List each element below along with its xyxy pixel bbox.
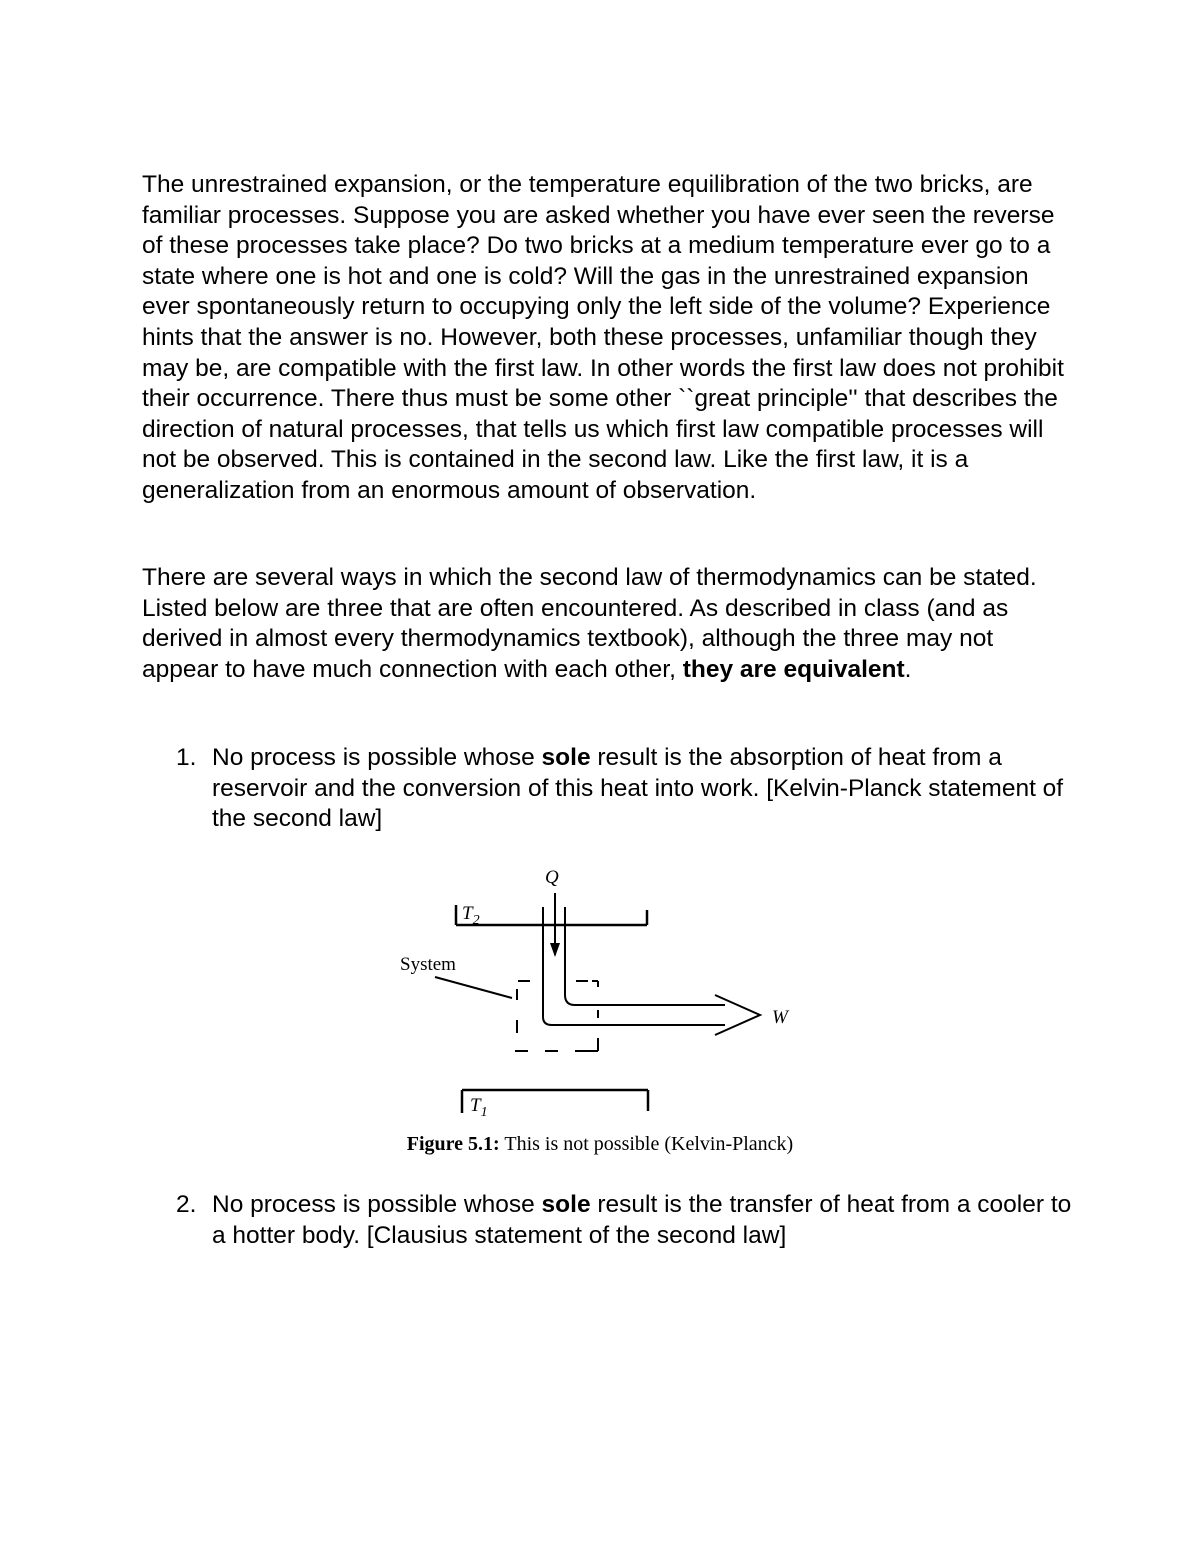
kelvin-planck-diagram xyxy=(380,855,820,1135)
heat-label: Q xyxy=(545,867,559,888)
list-item-clausius xyxy=(142,1190,1072,1260)
emphasis-sole: sole xyxy=(541,1191,591,1218)
paragraph-intro: The unrestrained expansion, or the temperature equilibration of the two bricks, are familiar processes. Suppose you are asked whether you have ever seen the reverse of these processes take place? Do two bricks at a medium temperature ever go to a state where one is hot and one is cold? Will the gas in the unrestrained expansion ever spontaneously return to occupying only the left side of the volume? Experience hints that the answer is no. However, both these processes, unfamiliar though they may be, are compatible with the first law. In other words the first law does not prohibit their occurrence. There thus must be some other ``great principle'' that describes the direction of natural processes, that tells us which first law compatible processes will not be observed. This is contained in the second law. Like the first law, it is a generalization from an enormous amount of observation. xyxy=(142,171,1064,504)
paragraph-second-law-end: . xyxy=(904,655,912,683)
emphasis-sole: sole xyxy=(541,744,591,771)
list-number: 2. xyxy=(176,1191,197,1218)
emphasis-equivalent: they are equivalent xyxy=(682,655,905,683)
list-item-text-start: No process is possible whose xyxy=(212,1191,542,1218)
list-item-text xyxy=(212,1190,1072,1251)
paragraph-second-law xyxy=(142,563,1072,685)
list-item-text-end: result is the transfer of heat from a cooler to a hotter body. [Clausius statement of the second law] xyxy=(212,1191,1072,1249)
figure-kelvin-planck xyxy=(380,855,820,1175)
paragraph-second-law-text: There are several ways in which the second law of thermodynamics can be stated. Listed below are three that are often encountered. As described in class (and as derived in almost every thermodynamics textbook), although the three may not appear to have much connection with each other, xyxy=(142,564,1037,683)
list-item-text-end: result is the absorption of heat from a reservoir and the conversion of this heat into work. [Kelvin-Planck statement of the second law] xyxy=(212,744,1064,833)
hot-reservoir-label: $T_2$ xyxy=(462,903,480,928)
figure-caption xyxy=(380,1133,820,1156)
cold-reservoir-label: $T_1$ xyxy=(470,1095,488,1120)
system-label: System xyxy=(400,954,456,975)
figure-caption-text: This is not possible (Kelvin-Planck) xyxy=(499,1133,794,1155)
list-item-text-start: No process is possible whose xyxy=(212,744,542,771)
list-number: 1. xyxy=(176,744,197,771)
work-label: W xyxy=(772,1007,788,1028)
figure-caption-label: Figure 5.1: xyxy=(406,1133,500,1155)
list-item-kelvin-planck xyxy=(142,743,1072,843)
list-item-text xyxy=(212,743,1072,835)
